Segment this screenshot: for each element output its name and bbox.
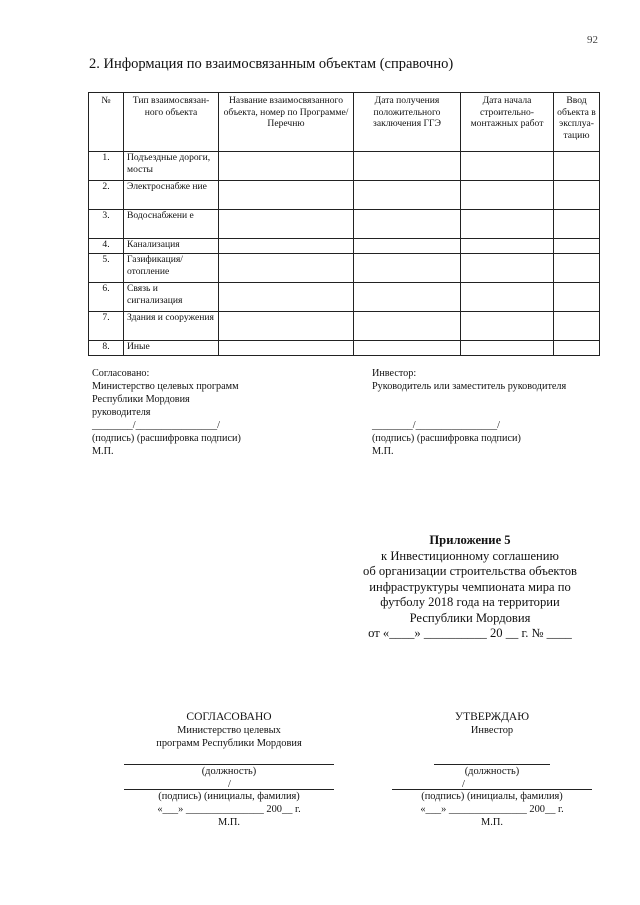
cell-empty xyxy=(554,239,600,254)
cell-empty xyxy=(461,181,554,210)
sign-line xyxy=(124,778,334,790)
section-heading: 2. Информация по взаимосвязанным объектам (справочно) xyxy=(89,56,454,72)
cell-empty xyxy=(554,283,600,312)
agreed-title: СОГЛАСОВАНО xyxy=(186,711,272,723)
table-header-row xyxy=(89,93,600,152)
left-signature-block xyxy=(92,367,332,458)
row-number: 5. xyxy=(89,254,124,283)
cell-empty xyxy=(219,312,354,341)
signature-caption: (подпись) (расшифровка подписи) xyxy=(372,433,521,444)
cell-empty xyxy=(354,210,461,239)
cell-empty xyxy=(554,181,600,210)
row-number: 7. xyxy=(89,312,124,341)
col-header-name: Название взаимосвязанного объекта, номер по Программе/Перечню xyxy=(219,93,354,152)
cell-empty xyxy=(354,181,461,210)
table-row xyxy=(89,312,600,341)
col-header-commissioning: Ввод объекта в эксплуа-тацию xyxy=(554,93,600,152)
cell-empty xyxy=(461,152,554,181)
row-number: 6. xyxy=(89,283,124,312)
agreed-label: Согласовано: xyxy=(92,368,150,379)
row-type: Подъездные дороги, мосты xyxy=(124,152,219,181)
cell-empty xyxy=(461,312,554,341)
cell-empty xyxy=(219,181,354,210)
cell-empty xyxy=(554,312,600,341)
cell-empty xyxy=(354,239,461,254)
row-type: Канализация xyxy=(124,239,219,254)
appendix-line-4: футболу 2018 года на территории xyxy=(380,595,560,609)
sign-caption: (подпись) (инициалы, фамилия) xyxy=(421,791,563,802)
cell-empty xyxy=(461,210,554,239)
appendix-line-6: от «____» __________ 20 __ г. № ____ xyxy=(368,626,572,640)
position-caption: (должность) xyxy=(201,766,257,777)
table-row xyxy=(89,239,600,254)
cell-empty xyxy=(461,341,554,356)
row-number: 8. xyxy=(89,341,124,356)
stamp-label: М.П. xyxy=(218,817,240,828)
appendix-line-2: об организации строительства объектов xyxy=(363,564,577,578)
appendix-line-3: инфраструктуры чемпионата мира по xyxy=(369,579,571,594)
separator: / xyxy=(228,779,231,790)
row-type: Здания и сооружения xyxy=(124,312,219,341)
cell-empty xyxy=(554,254,600,283)
approval-line-1: Министерство целевых xyxy=(177,725,281,736)
table-row xyxy=(89,254,600,283)
table-row xyxy=(89,181,600,210)
cell-empty xyxy=(461,239,554,254)
cell-empty xyxy=(354,152,461,181)
row-type: Газификация/ отопление xyxy=(124,254,219,283)
cell-empty xyxy=(554,152,600,181)
approval-left-block xyxy=(120,711,338,829)
sign-line xyxy=(392,778,592,790)
cell-empty xyxy=(354,283,461,312)
position-line xyxy=(434,750,550,765)
investor-role: Руководитель или заместитель руководителя xyxy=(372,381,567,392)
cell-empty xyxy=(219,152,354,181)
appendix-block xyxy=(330,533,610,642)
cell-empty xyxy=(219,254,354,283)
separator: / xyxy=(462,779,465,790)
row-number: 1. xyxy=(89,152,124,181)
signature-line: ________/________________/ xyxy=(92,420,220,431)
cell-empty xyxy=(354,312,461,341)
col-header-expertise-date: Дата получения положительного заключения ГГЭ xyxy=(354,93,461,152)
ministry-line-1: Министерство целевых программ xyxy=(92,381,239,392)
ministry-line-2: Республики Мордовия xyxy=(92,394,190,405)
table-row xyxy=(89,341,600,356)
stamp-label: М.П. xyxy=(481,817,503,828)
page-number: 92 xyxy=(587,34,598,46)
position-caption: (должность) xyxy=(464,766,520,777)
row-number: 2. xyxy=(89,181,124,210)
right-signature-block xyxy=(372,367,612,458)
sign-caption: (подпись) (инициалы, фамилия) xyxy=(158,791,300,802)
appendix-title: Приложение 5 xyxy=(429,533,511,547)
col-header-type: Тип взаимосвязан-ного объекта xyxy=(124,93,219,152)
signature-caption: (подпись) (расшифровка подписи) xyxy=(92,433,241,444)
stamp-label: М.П. xyxy=(372,446,394,457)
ministry-role: руководителя xyxy=(92,407,151,418)
approve-title: УТВЕРЖДАЮ xyxy=(454,711,530,723)
row-number: 4. xyxy=(89,239,124,254)
row-type: Иные xyxy=(124,341,219,356)
signature-line: ________/________________/ xyxy=(372,420,500,431)
related-objects-table xyxy=(88,92,600,356)
table-row xyxy=(89,210,600,239)
col-header-number: № xyxy=(89,93,124,152)
cell-empty xyxy=(219,239,354,254)
date-line: «___» _______________ 200__ г. xyxy=(157,804,301,815)
spacer xyxy=(372,393,612,419)
appendix-line-5: Республики Мордовия xyxy=(409,610,531,625)
cell-empty xyxy=(461,254,554,283)
approval-line-2: программ Республики Мордовия xyxy=(156,738,302,749)
cell-empty xyxy=(461,283,554,312)
date-line: «___» _______________ 200__ г. xyxy=(420,804,564,815)
cell-empty xyxy=(354,254,461,283)
approval-line-1: Инвестор xyxy=(470,725,514,736)
cell-empty xyxy=(219,283,354,312)
row-type: Водоснабжени е xyxy=(124,210,219,239)
stamp-label: М.П. xyxy=(92,446,114,457)
row-type: Связь и сигнализация xyxy=(124,283,219,312)
col-header-construction-start: Дата начала строительно-монтажных работ xyxy=(461,93,554,152)
cell-empty xyxy=(219,341,354,356)
position-line xyxy=(124,750,334,765)
cell-empty xyxy=(554,210,600,239)
cell-empty xyxy=(354,341,461,356)
cell-empty xyxy=(219,210,354,239)
row-type: Электроснабже ние xyxy=(124,181,219,210)
investor-label: Инвестор: xyxy=(372,368,417,379)
row-number: 3. xyxy=(89,210,124,239)
cell-empty xyxy=(554,341,600,356)
table-row xyxy=(89,283,600,312)
table-row xyxy=(89,152,600,181)
spacer xyxy=(388,737,596,750)
appendix-line-1: к Инвестиционному соглашению xyxy=(381,548,559,563)
approval-right-block xyxy=(388,711,596,829)
